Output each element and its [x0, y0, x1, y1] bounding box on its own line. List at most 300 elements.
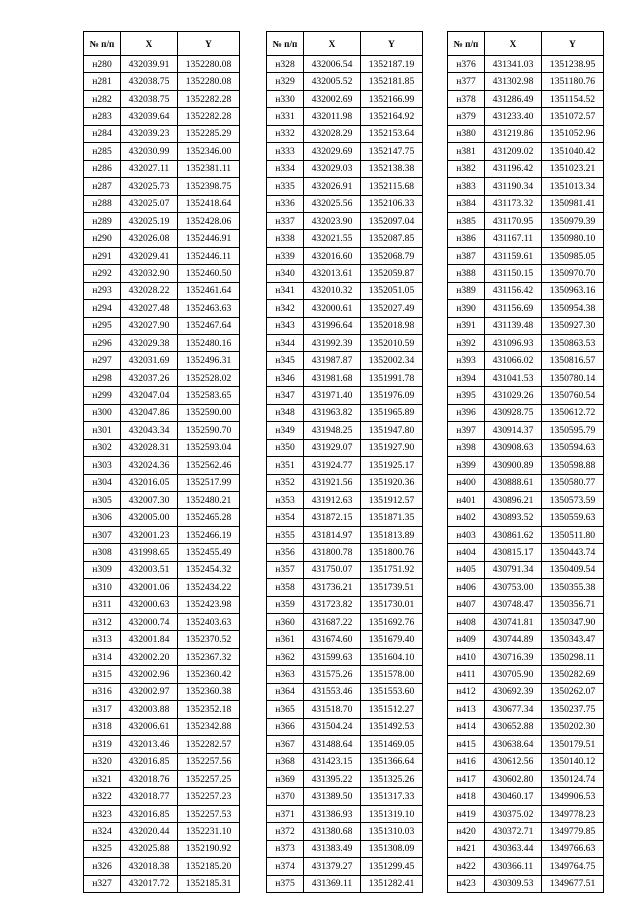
- coord-y: 1349764.75: [542, 858, 604, 875]
- coord-x: 430908.63: [485, 439, 542, 456]
- coord-x: 430638.64: [485, 736, 542, 753]
- coord-y: 1352583.65: [178, 387, 240, 404]
- point-number: н381: [448, 143, 485, 160]
- point-number: н356: [267, 544, 304, 561]
- table-row: [267, 352, 423, 369]
- table-row: [84, 788, 240, 805]
- point-number: н421: [448, 840, 485, 857]
- coord-x: 431948.25: [304, 422, 361, 439]
- point-number: н417: [448, 770, 485, 787]
- coord-x: 431379.27: [304, 858, 361, 875]
- point-number: н394: [448, 369, 485, 386]
- coord-x: 431066.02: [485, 352, 542, 369]
- table-row: [267, 648, 423, 665]
- table-row: [267, 666, 423, 683]
- table-row: [84, 300, 240, 317]
- point-number: н359: [267, 596, 304, 613]
- coord-x: 431981.68: [304, 369, 361, 386]
- coord-x: 432016.60: [304, 247, 361, 264]
- point-number: н350: [267, 439, 304, 456]
- table-row: [448, 683, 604, 700]
- point-number: н310: [84, 579, 121, 596]
- point-number: н345: [267, 352, 304, 369]
- point-number: н377: [448, 73, 485, 90]
- coord-y: 1352257.53: [178, 805, 240, 822]
- coord-x: 432026.08: [121, 230, 178, 247]
- table-row: [267, 823, 423, 840]
- coord-x: 430375.02: [485, 805, 542, 822]
- coord-x: 432021.55: [304, 230, 361, 247]
- coord-x: 432017.72: [121, 875, 178, 892]
- table-row: [448, 317, 604, 334]
- coord-y: 1351469.05: [361, 736, 423, 753]
- coord-y: 1350356.71: [542, 596, 604, 613]
- table-row: [84, 875, 240, 892]
- coord-y: 1352590.70: [178, 422, 240, 439]
- coord-y: 1352106.33: [361, 195, 423, 212]
- point-number: н323: [84, 805, 121, 822]
- coord-y: 1351813.89: [361, 526, 423, 543]
- coord-y: 1352190.92: [178, 840, 240, 857]
- coord-y: 1351319.10: [361, 805, 423, 822]
- coord-x: 431872.15: [304, 509, 361, 526]
- table-row: [448, 265, 604, 282]
- point-number: н391: [448, 317, 485, 334]
- coord-y: 1351730.01: [361, 596, 423, 613]
- coord-y: 1352381.11: [178, 160, 240, 177]
- table-row: [84, 648, 240, 665]
- table-row: [267, 108, 423, 125]
- coord-x: 430460.17: [485, 788, 542, 805]
- point-number: н414: [448, 718, 485, 735]
- point-number: н308: [84, 544, 121, 561]
- table-row: [84, 230, 240, 247]
- point-number: н318: [84, 718, 121, 735]
- coord-x: 431380.68: [304, 823, 361, 840]
- coord-x: 431096.93: [485, 335, 542, 352]
- coord-y: 1351052.96: [542, 125, 604, 142]
- coord-x: 432043.34: [121, 422, 178, 439]
- table-row: [267, 282, 423, 299]
- coord-x: 430928.75: [485, 404, 542, 421]
- coord-x: 430861.62: [485, 526, 542, 543]
- coord-x: 431963.82: [304, 404, 361, 421]
- table-row: [448, 770, 604, 787]
- coord-x: 432028.22: [121, 282, 178, 299]
- coord-x: 431139.48: [485, 317, 542, 334]
- coord-y: 1352257.56: [178, 753, 240, 770]
- point-number: н375: [267, 875, 304, 892]
- point-number: н379: [448, 108, 485, 125]
- coord-y: 1350979.39: [542, 212, 604, 229]
- point-number: н400: [448, 474, 485, 491]
- coord-x: 430815.17: [485, 544, 542, 561]
- coord-x: 431190.34: [485, 178, 542, 195]
- table-row: [84, 178, 240, 195]
- point-number: н320: [84, 753, 121, 770]
- point-number: н337: [267, 212, 304, 229]
- table-row: [267, 474, 423, 491]
- table-row: [84, 474, 240, 491]
- coord-x: 432018.76: [121, 770, 178, 787]
- point-number: н407: [448, 596, 485, 613]
- coord-y: 1352280.08: [178, 73, 240, 90]
- table-row: [84, 73, 240, 90]
- coord-x: 431029.26: [485, 387, 542, 404]
- table-row: [84, 247, 240, 264]
- coord-y: 1350927.30: [542, 317, 604, 334]
- point-number: н284: [84, 125, 121, 142]
- point-number: н382: [448, 160, 485, 177]
- table-row: [84, 596, 240, 613]
- coord-y: 1352360.38: [178, 683, 240, 700]
- point-number: н333: [267, 143, 304, 160]
- table-row: [84, 265, 240, 282]
- coord-x: 431912.63: [304, 491, 361, 508]
- coord-x: 431723.82: [304, 596, 361, 613]
- point-number: н357: [267, 561, 304, 578]
- point-number: н371: [267, 805, 304, 822]
- coord-y: 1350612.72: [542, 404, 604, 421]
- point-number: н366: [267, 718, 304, 735]
- coord-x: 432027.48: [121, 300, 178, 317]
- point-number: н360: [267, 614, 304, 631]
- point-number: н285: [84, 143, 121, 160]
- coord-x: 430716.39: [485, 648, 542, 665]
- point-number: н302: [84, 439, 121, 456]
- coord-x: 432029.03: [304, 160, 361, 177]
- point-number: н288: [84, 195, 121, 212]
- header-number: № п/п: [84, 32, 121, 56]
- table-row: [84, 631, 240, 648]
- coord-x: 431170.95: [485, 212, 542, 229]
- point-number: н373: [267, 840, 304, 857]
- coord-y: 1352446.91: [178, 230, 240, 247]
- point-number: н395: [448, 387, 485, 404]
- coord-y: 1350816.57: [542, 352, 604, 369]
- point-number: н315: [84, 666, 121, 683]
- coord-y: 1350985.05: [542, 247, 604, 264]
- coord-x: 432029.69: [304, 143, 361, 160]
- table-row: [267, 90, 423, 107]
- coord-x: 431173.32: [485, 195, 542, 212]
- coord-y: 1352115.68: [361, 178, 423, 195]
- table-row: [84, 526, 240, 543]
- coord-y: 1351299.45: [361, 858, 423, 875]
- coord-y: 1351282.41: [361, 875, 423, 892]
- point-number: н299: [84, 387, 121, 404]
- table-row: [448, 544, 604, 561]
- point-number: н353: [267, 491, 304, 508]
- coord-x: 432030.99: [121, 143, 178, 160]
- coord-y: 1352002.34: [361, 352, 423, 369]
- coord-y: 1352360.42: [178, 666, 240, 683]
- table-row: [267, 509, 423, 526]
- coord-x: 432038.75: [121, 73, 178, 90]
- point-number: н411: [448, 666, 485, 683]
- point-number: н325: [84, 840, 121, 857]
- coord-x: 432000.61: [304, 300, 361, 317]
- table-row: [84, 90, 240, 107]
- table-row: [267, 561, 423, 578]
- coord-y: 1349766.63: [542, 840, 604, 857]
- point-number: н343: [267, 317, 304, 334]
- table-row: [448, 230, 604, 247]
- coord-x: 432031.69: [121, 352, 178, 369]
- point-number: н287: [84, 178, 121, 195]
- table-row: [267, 212, 423, 229]
- point-number: н322: [84, 788, 121, 805]
- table-row: [267, 457, 423, 474]
- table-row: [267, 439, 423, 456]
- coord-y: 1352454.32: [178, 561, 240, 578]
- coord-x: 431041.53: [485, 369, 542, 386]
- coord-y: 1352282.28: [178, 108, 240, 125]
- point-number: н422: [448, 858, 485, 875]
- coord-y: 1352346.00: [178, 143, 240, 160]
- point-number: н281: [84, 73, 121, 90]
- coord-x: 432002.20: [121, 648, 178, 665]
- point-number: н347: [267, 387, 304, 404]
- coord-y: 1351604.10: [361, 648, 423, 665]
- point-number: н352: [267, 474, 304, 491]
- coord-x: 432018.38: [121, 858, 178, 875]
- table-row: [267, 858, 423, 875]
- table-row: [267, 701, 423, 718]
- coord-x: 432024.36: [121, 457, 178, 474]
- table-row: [448, 73, 604, 90]
- coord-y: 1350140.12: [542, 753, 604, 770]
- coord-y: 1352403.63: [178, 614, 240, 631]
- coord-y: 1350355.38: [542, 579, 604, 596]
- coord-y: 1351310.03: [361, 823, 423, 840]
- table-row: [84, 108, 240, 125]
- coord-x: 432006.61: [121, 718, 178, 735]
- point-number: н397: [448, 422, 485, 439]
- coord-y: 1352460.50: [178, 265, 240, 282]
- coord-x: 430366.11: [485, 858, 542, 875]
- table-row: [267, 579, 423, 596]
- coord-x: 432016.85: [121, 805, 178, 822]
- coord-x: 431150.15: [485, 265, 542, 282]
- coord-y: 1352496.31: [178, 352, 240, 369]
- coord-x: 432002.97: [121, 683, 178, 700]
- coord-x: 430900.89: [485, 457, 542, 474]
- coord-y: 1352367.32: [178, 648, 240, 665]
- table-row: [448, 387, 604, 404]
- coord-x: 431599.63: [304, 648, 361, 665]
- table-row: [448, 335, 604, 352]
- table-row: [448, 614, 604, 631]
- coord-y: 1352423.98: [178, 596, 240, 613]
- coord-y: 1351154.52: [542, 90, 604, 107]
- coord-x: 432016.05: [121, 474, 178, 491]
- coord-x: 430914.37: [485, 422, 542, 439]
- table-row: [448, 631, 604, 648]
- point-number: н369: [267, 770, 304, 787]
- coord-y: 1350980.10: [542, 230, 604, 247]
- coord-y: 1352398.75: [178, 178, 240, 195]
- coord-x: 430753.00: [485, 579, 542, 596]
- coord-y: 1351366.64: [361, 753, 423, 770]
- table-row: [267, 160, 423, 177]
- coord-y: 1350780.14: [542, 369, 604, 386]
- table-row: [448, 143, 604, 160]
- coord-y: 1352147.75: [361, 143, 423, 160]
- coord-x: 430741.81: [485, 614, 542, 631]
- coord-y: 1352059.87: [361, 265, 423, 282]
- coord-x: 431369.11: [304, 875, 361, 892]
- point-number: н303: [84, 457, 121, 474]
- coord-x: 430612.56: [485, 753, 542, 770]
- point-number: н361: [267, 631, 304, 648]
- coord-y: 1350237.75: [542, 701, 604, 718]
- point-number: н344: [267, 335, 304, 352]
- coord-y: 1351180.76: [542, 73, 604, 90]
- coord-x: 432023.90: [304, 212, 361, 229]
- coord-y: 1352465.28: [178, 509, 240, 526]
- table-row: [448, 526, 604, 543]
- coord-y: 1352434.22: [178, 579, 240, 596]
- table-row: [448, 840, 604, 857]
- coord-x: 432000.74: [121, 614, 178, 631]
- table-row: [84, 683, 240, 700]
- point-number: н402: [448, 509, 485, 526]
- table-row: [267, 631, 423, 648]
- coord-y: 1351512.27: [361, 701, 423, 718]
- table-row: [448, 439, 604, 456]
- coord-x: 431395.22: [304, 770, 361, 787]
- point-number: н415: [448, 736, 485, 753]
- table-row: [267, 788, 423, 805]
- table-row: [267, 265, 423, 282]
- coord-x: 431996.64: [304, 317, 361, 334]
- table-row: [84, 335, 240, 352]
- coord-x: 431814.97: [304, 526, 361, 543]
- coord-x: 432002.69: [304, 90, 361, 107]
- coord-x: 431156.69: [485, 300, 542, 317]
- coord-y: 1351947.80: [361, 422, 423, 439]
- point-number: н313: [84, 631, 121, 648]
- table-row: [84, 457, 240, 474]
- point-number: н336: [267, 195, 304, 212]
- table-row: [84, 701, 240, 718]
- coord-y: 1350981.41: [542, 195, 604, 212]
- table-row: [267, 404, 423, 421]
- table-row: [84, 840, 240, 857]
- coord-x: 432027.11: [121, 160, 178, 177]
- point-number: н312: [84, 614, 121, 631]
- table-row: [84, 352, 240, 369]
- coord-y: 1352562.46: [178, 457, 240, 474]
- coord-x: 431386.93: [304, 805, 361, 822]
- coord-x: 432000.63: [121, 596, 178, 613]
- table-row: [448, 561, 604, 578]
- coord-x: 432047.04: [121, 387, 178, 404]
- coord-y: 1352280.08: [178, 56, 240, 73]
- coord-x: 430692.39: [485, 683, 542, 700]
- table-row: [448, 788, 604, 805]
- point-number: н367: [267, 736, 304, 753]
- coord-x: 432027.90: [121, 317, 178, 334]
- table-row: [84, 805, 240, 822]
- coord-y: 1352027.49: [361, 300, 423, 317]
- coord-y: 1352467.64: [178, 317, 240, 334]
- point-number: н406: [448, 579, 485, 596]
- table-row: [84, 160, 240, 177]
- coord-y: 1352517.99: [178, 474, 240, 491]
- point-number: н319: [84, 736, 121, 753]
- coord-y: 1351912.57: [361, 491, 423, 508]
- coord-y: 1352342.88: [178, 718, 240, 735]
- table-row: [267, 335, 423, 352]
- coord-y: 1350124.74: [542, 770, 604, 787]
- coord-y: 1351023.21: [542, 160, 604, 177]
- point-number: н376: [448, 56, 485, 73]
- point-number: н390: [448, 300, 485, 317]
- coordinate-table-3: [447, 31, 604, 893]
- coord-y: 1351492.53: [361, 718, 423, 735]
- point-number: н314: [84, 648, 121, 665]
- point-number: н290: [84, 230, 121, 247]
- table-row: [448, 596, 604, 613]
- point-number: н334: [267, 160, 304, 177]
- point-number: н293: [84, 282, 121, 299]
- coord-y: 1352087.85: [361, 230, 423, 247]
- header-row: [448, 32, 604, 56]
- point-number: н362: [267, 648, 304, 665]
- header-y: Y: [361, 32, 423, 56]
- coord-x: 430744.89: [485, 631, 542, 648]
- coord-x: 432047.86: [121, 404, 178, 421]
- coord-y: 1352446.11: [178, 247, 240, 264]
- coord-y: 1351751.92: [361, 561, 423, 578]
- point-number: н305: [84, 491, 121, 508]
- point-number: н385: [448, 212, 485, 229]
- table-row: [448, 509, 604, 526]
- point-number: н300: [84, 404, 121, 421]
- table-row: [267, 840, 423, 857]
- coord-x: 432025.56: [304, 195, 361, 212]
- coord-x: 431553.46: [304, 683, 361, 700]
- point-number: н423: [448, 875, 485, 892]
- coord-y: 1350298.11: [542, 648, 604, 665]
- coord-y: 1352590.00: [178, 404, 240, 421]
- table-row: [448, 125, 604, 142]
- coord-x: 430602.80: [485, 770, 542, 787]
- table-row: [84, 666, 240, 683]
- table-row: [267, 718, 423, 735]
- table-row: [267, 491, 423, 508]
- coord-y: 1350347.90: [542, 614, 604, 631]
- table-row: [84, 422, 240, 439]
- coord-x: 432003.51: [121, 561, 178, 578]
- coord-y: 1351871.35: [361, 509, 423, 526]
- table-row: [84, 125, 240, 142]
- coord-x: 432013.46: [121, 736, 178, 753]
- coord-y: 1351692.76: [361, 614, 423, 631]
- header-x: X: [485, 32, 542, 56]
- point-number: н387: [448, 247, 485, 264]
- coord-x: 431674.60: [304, 631, 361, 648]
- coordinate-table-2: [266, 31, 423, 893]
- point-number: н286: [84, 160, 121, 177]
- coord-x: 432018.77: [121, 788, 178, 805]
- point-number: н295: [84, 317, 121, 334]
- coord-x: 431196.42: [485, 160, 542, 177]
- table-row: [448, 300, 604, 317]
- header-x: X: [121, 32, 178, 56]
